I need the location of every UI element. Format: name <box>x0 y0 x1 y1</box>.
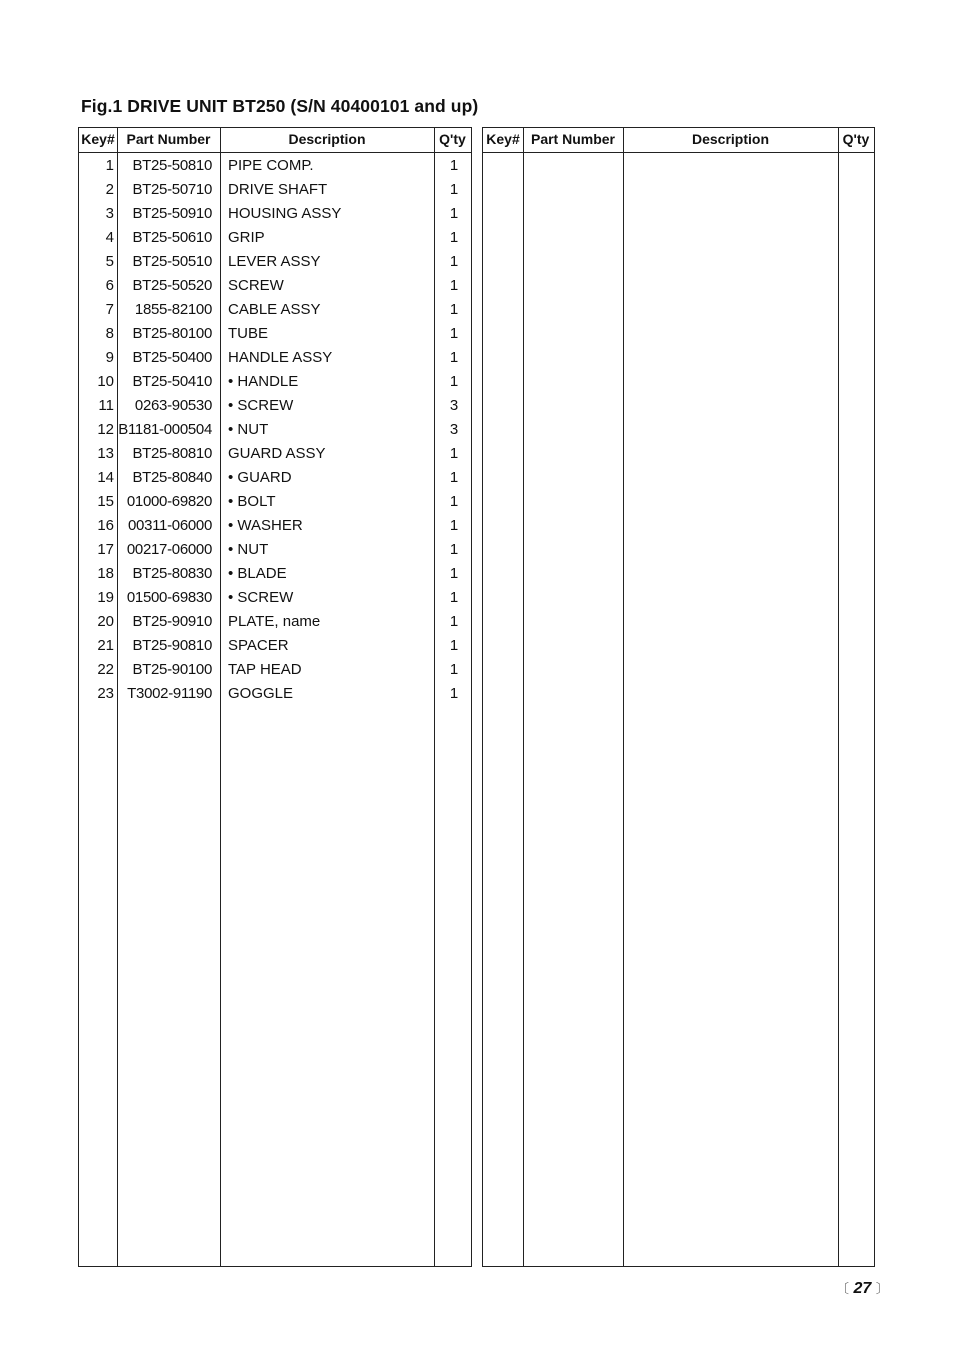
header-rule <box>483 152 874 153</box>
row-description: • WASHER <box>228 517 303 534</box>
table-row <box>79 250 471 274</box>
row-part-number: BT25-90810 <box>132 637 212 654</box>
table-row <box>79 178 471 202</box>
row-description: SPACER <box>228 637 289 654</box>
row-part-number: 00311-06000 <box>127 517 212 534</box>
row-key: 21 <box>97 637 114 654</box>
column-divider <box>523 128 524 1266</box>
row-qty: 1 <box>449 181 459 198</box>
row-description: HANDLE ASSY <box>228 349 333 366</box>
table-row <box>79 154 471 178</box>
row-description: LEVER ASSY <box>228 253 321 270</box>
row-qty: 1 <box>449 445 459 462</box>
row-key: 14 <box>97 469 114 486</box>
row-qty: 1 <box>449 157 459 174</box>
parts-table-left <box>78 127 472 1267</box>
row-qty: 1 <box>449 541 459 558</box>
row-part-number: BT25-50810 <box>132 157 212 174</box>
row-part-number: BT25-50400 <box>132 349 212 366</box>
table-row <box>79 202 471 226</box>
row-qty: 1 <box>449 301 459 318</box>
row-part-number: T3002-91190 <box>127 685 212 702</box>
row-part-number: BT25-50520 <box>132 277 212 294</box>
row-part-number: 00217-06000 <box>126 541 212 558</box>
row-qty: 1 <box>449 205 459 222</box>
table-row <box>79 658 471 682</box>
table-row <box>79 298 471 322</box>
table-row <box>79 394 471 418</box>
header-key: Key# <box>486 131 520 147</box>
row-qty: 1 <box>449 661 459 678</box>
row-key: 6 <box>105 277 114 294</box>
row-part-number: BT25-50910 <box>132 205 212 222</box>
row-description: • SCREW <box>228 589 294 606</box>
row-description: • SCREW <box>228 397 294 414</box>
row-description: GUARD ASSY <box>228 445 326 462</box>
row-part-number: BT25-90100 <box>132 661 212 678</box>
table-row <box>79 514 471 538</box>
row-key: 1 <box>105 157 114 174</box>
row-part-number: BT25-50610 <box>132 229 212 246</box>
header-description: Description <box>288 131 366 147</box>
row-description: HOUSING ASSY <box>228 205 342 222</box>
row-part-number: BT25-80100 <box>132 325 212 342</box>
row-description: GRIP <box>228 229 265 246</box>
row-description: PIPE COMP. <box>228 157 314 174</box>
table-row <box>79 370 471 394</box>
row-key: 3 <box>105 205 114 222</box>
row-part-number: BT25-80810 <box>132 445 212 462</box>
table-row <box>79 538 471 562</box>
table-row <box>79 682 471 706</box>
table-row <box>79 442 471 466</box>
header-key: Key# <box>81 131 115 147</box>
row-part-number: BT25-50710 <box>132 181 212 198</box>
row-part-number: BT25-50510 <box>132 253 212 270</box>
row-description: • BLADE <box>228 565 287 582</box>
row-qty: 1 <box>449 373 459 390</box>
row-key: 7 <box>105 301 114 318</box>
row-qty: 1 <box>449 325 459 342</box>
table-row <box>79 610 471 634</box>
header-qty: Q'ty <box>439 131 466 147</box>
page-number-bracket-open: 〔 <box>836 1281 850 1296</box>
table-row <box>79 346 471 370</box>
row-part-number: BT25-90910 <box>132 613 212 630</box>
table-row <box>79 634 471 658</box>
header-description: Description <box>691 131 769 147</box>
table-row <box>79 274 471 298</box>
row-description: SCREW <box>228 277 284 294</box>
row-qty: 1 <box>449 253 459 270</box>
column-divider <box>623 128 624 1266</box>
header-qty: Q'ty <box>842 131 870 147</box>
row-part-number: 01500-69830 <box>126 589 212 606</box>
row-qty: 1 <box>449 349 459 366</box>
row-part-number: BT25-80830 <box>132 565 212 582</box>
row-qty: 1 <box>449 589 459 606</box>
table-row <box>79 586 471 610</box>
page-number-value: 27 <box>853 1280 872 1297</box>
row-part-number: 01000-69820 <box>126 493 212 510</box>
table-body <box>79 154 471 706</box>
page-title: Fig.1 DRIVE UNIT BT250 (S/N 40400101 and up) <box>81 96 479 116</box>
row-description: PLATE, name <box>228 613 321 630</box>
page-number <box>836 1278 889 1298</box>
page-number-bracket-close: 〕 <box>875 1281 889 1296</box>
row-key: 20 <box>97 613 114 630</box>
table-row <box>79 490 471 514</box>
row-key: 19 <box>97 589 114 606</box>
row-qty: 1 <box>449 685 459 702</box>
row-description: CABLE ASSY <box>228 301 321 318</box>
row-key: 11 <box>98 397 114 414</box>
table-row <box>79 322 471 346</box>
header-part-number: Part Number <box>530 131 616 147</box>
row-qty: 1 <box>449 565 459 582</box>
column-divider <box>838 128 839 1266</box>
row-part-number: 0263-90530 <box>134 397 212 414</box>
parts-table-right <box>482 127 875 1267</box>
row-key: 10 <box>97 373 114 390</box>
row-key: 12 <box>97 421 114 438</box>
row-description: TAP HEAD <box>228 661 302 678</box>
row-key: 23 <box>97 685 114 702</box>
row-key: 15 <box>97 493 114 510</box>
row-description: TUBE <box>228 325 269 342</box>
row-key: 8 <box>105 325 114 342</box>
header-part-number: Part Number <box>126 131 211 147</box>
row-key: 13 <box>97 445 114 462</box>
row-qty: 1 <box>449 469 459 486</box>
row-part-number: BT25-50410 <box>132 373 212 390</box>
row-part-number: 1855-82100 <box>134 301 212 318</box>
row-key: 16 <box>97 517 114 534</box>
row-description: GOGGLE <box>228 685 294 702</box>
row-key: 18 <box>97 565 114 582</box>
row-qty: 1 <box>449 229 459 246</box>
table-row <box>79 562 471 586</box>
table-row <box>79 418 471 442</box>
row-key: 17 <box>97 541 114 558</box>
row-key: 2 <box>105 181 114 198</box>
row-part-number: BT25-80840 <box>132 469 212 486</box>
row-description: DRIVE SHAFT <box>228 181 328 198</box>
row-description: • BOLT <box>228 493 276 510</box>
row-qty: 1 <box>449 517 459 534</box>
row-qty: 3 <box>449 421 459 438</box>
row-key: 5 <box>105 253 114 270</box>
table-row <box>79 466 471 490</box>
row-key: 9 <box>105 349 114 366</box>
row-description: • NUT <box>228 541 269 558</box>
row-qty: 1 <box>449 493 459 510</box>
row-qty: 3 <box>449 397 459 414</box>
row-key: 22 <box>97 661 114 678</box>
header-rule <box>79 152 471 153</box>
row-key: 4 <box>105 229 114 246</box>
row-part-number: B1181-000504 <box>118 421 212 438</box>
row-qty: 1 <box>449 637 459 654</box>
table-row <box>79 226 471 250</box>
row-description: • NUT <box>228 421 269 438</box>
row-qty: 1 <box>449 277 459 294</box>
row-description: • HANDLE <box>228 373 299 390</box>
row-description: • GUARD <box>228 469 292 486</box>
row-qty: 1 <box>449 613 459 630</box>
